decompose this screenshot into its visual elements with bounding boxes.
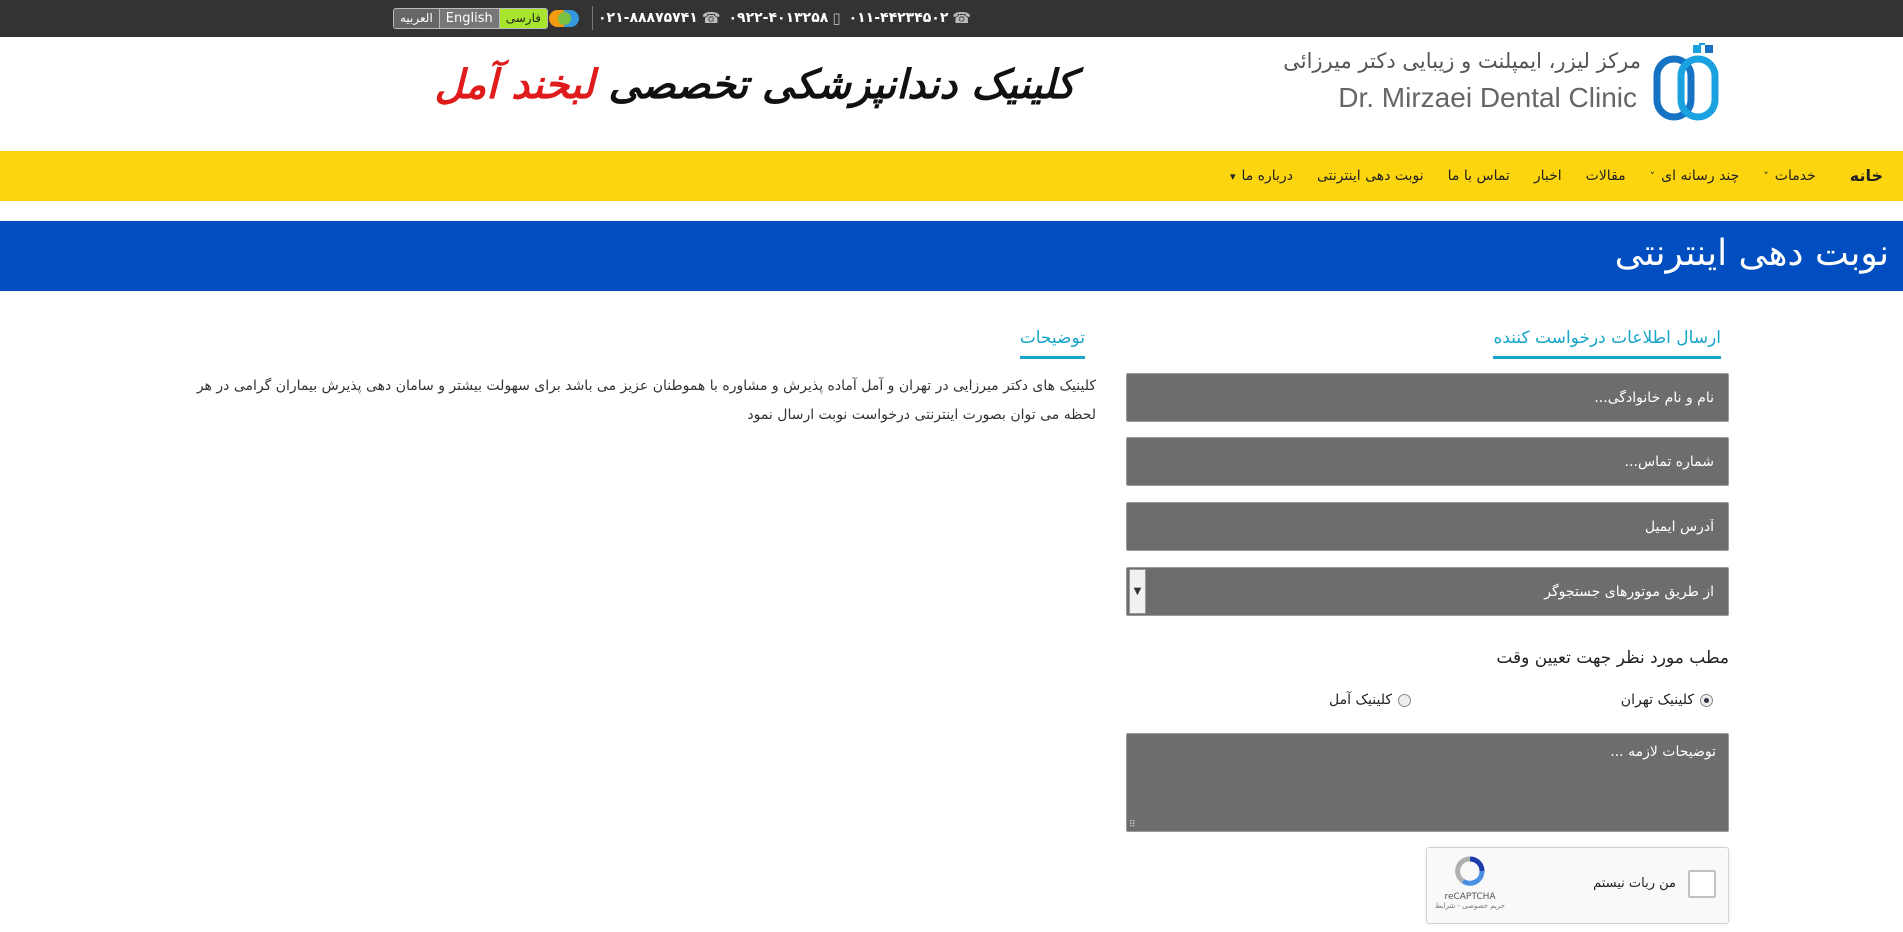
- lang-arabic-button[interactable]: العربیه: [394, 9, 440, 28]
- phone-item: [598, 9, 721, 27]
- phone-item: [849, 9, 972, 27]
- nav-item-services[interactable]: خدمات˅: [1763, 168, 1816, 184]
- description-title: توضیحات: [1020, 328, 1085, 359]
- office-label: مطب مورد نظر جهت تعیین وقت: [1496, 648, 1729, 668]
- phone-number: ۰۹۲۲-۴۰۱۳۲۵۸: [728, 10, 829, 26]
- nav-item-articles[interactable]: مقالات: [1585, 168, 1626, 184]
- site-header: [0, 37, 1903, 151]
- recaptcha-terms[interactable]: حریم خصوصی - شرایط: [1434, 902, 1505, 910]
- phone-icon: ☎: [952, 9, 972, 27]
- nav-item-about[interactable]: درباره ما▾: [1229, 168, 1293, 184]
- language-switcher: [393, 8, 548, 29]
- office-option-amol[interactable]: [1329, 692, 1411, 708]
- clinic-title-main: کلینیک دندانپزشکی تخصصی: [608, 60, 1076, 108]
- lang-farsi-button[interactable]: فارسی: [500, 9, 547, 28]
- nav-item-booking[interactable]: نوبت دهی اینترنتی: [1316, 168, 1424, 184]
- caret-down-icon: ▾: [1229, 170, 1236, 183]
- chevron-down-icon: ˅: [1763, 170, 1769, 183]
- recaptcha-icon: [1453, 856, 1487, 886]
- lang-english-button[interactable]: English: [440, 9, 500, 28]
- theme-toggle[interactable]: [549, 10, 579, 27]
- divider: [592, 6, 593, 30]
- email-field[interactable]: [1126, 502, 1729, 551]
- clinic-title-accent: لبخند آمل: [434, 60, 595, 108]
- radio-amol[interactable]: [1398, 694, 1411, 707]
- referral-select[interactable]: [1126, 567, 1729, 616]
- clinic-title[interactable]: [434, 45, 1076, 123]
- radio-tehran[interactable]: [1700, 694, 1713, 707]
- top-bar: [0, 0, 1903, 37]
- recaptcha-checkbox[interactable]: [1688, 870, 1716, 898]
- nav-item-contact[interactable]: تماس با ما: [1447, 168, 1510, 184]
- notes-field[interactable]: [1126, 733, 1729, 832]
- brand-name-fa: مرکز لیزر، ایمپلنت و زیبایی دکتر میرزائی: [1283, 49, 1641, 73]
- dropdown-arrow-icon[interactable]: ▼: [1129, 569, 1146, 614]
- radio-label: کلینیک آمل: [1329, 692, 1392, 708]
- page-title: نوبت دهی اینترنتی: [1614, 233, 1889, 274]
- nav-menu: [1218, 151, 1895, 201]
- office-option-tehran[interactable]: [1621, 692, 1713, 708]
- recaptcha-logo: [1435, 856, 1505, 910]
- recaptcha-label: من ربات نیستم: [1593, 876, 1676, 891]
- main-nav: [0, 151, 1903, 201]
- description-text: کلینیک های دکتر میرزایی در تهران و آمل آماده پذیرش و مشاوره با هموطنان عزیز می باشد برای سهولت بیشتر و سامان دهی پذیرش بیماران گرامی در هر لحظه می توان بصورت اینترنتی درخواست نوبت ارسال نمود: [196, 378, 1096, 423]
- chevron-down-icon: ˅: [1649, 170, 1656, 183]
- radio-label: کلینیک تهران: [1620, 692, 1694, 708]
- phone-icon: ☎: [701, 9, 721, 27]
- phone-field[interactable]: [1126, 437, 1729, 486]
- nav-item-home[interactable]: خانه: [1849, 166, 1883, 185]
- nav-item-multimedia[interactable]: چند رسانه ای˅: [1649, 168, 1740, 184]
- mobile-icon: ▯: [832, 9, 841, 27]
- phone-number: ۰۲۱-۸۸۸۷۵۷۴۱: [598, 10, 698, 26]
- phone-list: [598, 6, 971, 30]
- brand-name-en: Dr. Mirzaei Dental Clinic: [1338, 82, 1637, 113]
- referral-select-value: از طریق موتورهای جستجوگر: [1544, 583, 1714, 600]
- phone-number: ۰۱۱-۴۴۲۳۴۵۰۲: [848, 10, 949, 26]
- form-section-title: ارسال اطلاعات درخواست کننده: [1493, 328, 1721, 359]
- name-field[interactable]: [1126, 373, 1729, 422]
- resize-grip-icon[interactable]: ⠿: [1129, 820, 1136, 830]
- recaptcha-brand: reCAPTCHA: [1444, 892, 1496, 902]
- page-title-band: [0, 221, 1903, 291]
- clinic-logo-icon[interactable]: [1653, 43, 1719, 125]
- recaptcha-widget: [1426, 847, 1729, 924]
- nav-item-news[interactable]: اخبار: [1533, 168, 1562, 184]
- phone-item: [729, 9, 841, 27]
